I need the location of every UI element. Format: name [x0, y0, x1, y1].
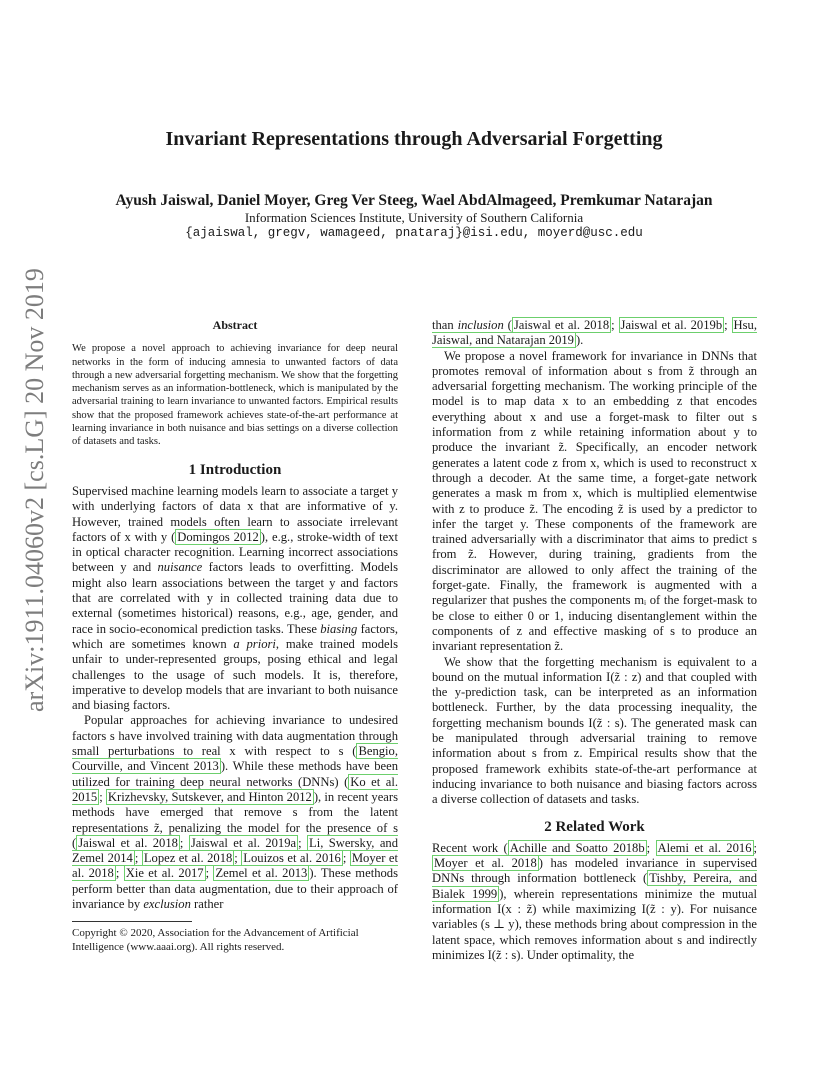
citation-link[interactable]: Krizhevsky, Sutskever, and Hinton 2012 [107, 789, 312, 804]
intro-paragraph-4: We show that the forgetting mechanism is equivalent to a bound on the mutual information I(z̃ : z) and that coupled with the y-prediction task, can be interpreted as an information bottleneck. Further, by the data processing inequality, the forgetting mechanism bounds I(z̃ : s). The generated mask can be manipulated through adversarial training to remove information about s from z. Empirical results show that the proposed framework exhibits state-of-the-art performance at inducing invariance to both nuisance and biasing factors across a diverse collection of datasets and tasks. [432, 654, 757, 807]
right-column [432, 318, 757, 963]
citation-link[interactable]: Jaiswal et al. 2018 [513, 318, 610, 332]
arxiv-identifier: arXiv:1911.04060v2 [cs.LG] 20 Nov 2019 [20, 268, 49, 712]
citation-link[interactable]: Jaiswal et al. 2018 [78, 835, 178, 850]
citation-link[interactable]: Lopez et al. 2018 [143, 851, 233, 866]
abstract-heading: Abstract [212, 318, 258, 332]
citation-link[interactable]: Louizos et al. 2016 [243, 851, 341, 866]
citation-link[interactable]: Xie et al. 2017 [125, 866, 204, 881]
citation-link[interactable]: Moyer et al. 2018 [434, 856, 537, 871]
intro-paragraph-2: Popular approaches for achieving invariance to undesired factors s have involved training with data augmentation through small perturbations to real x with respect to s ( Bengio, Courville, and Vincent 2013 ). While these methods have been utilized for training deep neural networks (DNNs) ( Ko et al. 2015 ; Krizhevsky, Sutskever, and Hinton 2012 ), in recent years methods have emerged that remove s from the latent representations z̃, penalizing the model for the presence of s ( Jaiswal et al. 2018 ; Jaiswal et al. 2019a ; Li, Swersky, and Zemel 2014 ; Lopez et al. 2018 ; Louizos et al. 2016 ; Moyer et al. 2018 ; Xie et al. 2017 ; Zemel et al. 2013 ). These methods perform better than data augmentation, due to their approach of invariance by exclusion rather [72, 713, 398, 911]
citation-link[interactable]: Tishby, Pereira, and Bialek 1999 [432, 871, 757, 901]
citation-link[interactable]: Li, Swersky, and Zemel 2014 [72, 835, 398, 866]
paper-authors: Ayush Jaiswal, Daniel Moyer, Greg Ver Steeg, Wael AbdAlmageed, Premkumar Natarajan [115, 192, 713, 209]
citation-link[interactable]: Moyer et al. 2018 [72, 851, 398, 881]
citation-link[interactable]: Alemi et al. 2016 [657, 840, 752, 855]
introduction-heading: 1 Introduction [188, 461, 282, 478]
citation-link[interactable]: Ko et al. 2015 [72, 774, 398, 804]
intro-paragraph-3: We propose a novel framework for invariance in DNNs that promotes removal of information about s from z̃ through an adversarial forgetting mechanism. The working principle of the model is to map data x to an embedding z that encodes everything about x and use a forget-mask to filter out s information from z while retaining information about y to produce the invariant z̃. Specifically, an encoder network generates a latent code z from x, which is used to reconstruct x through a decoder. At the same time, a forget-gate network generates a mask m from x, which is multiplied elementwise with z to produce z̃. The encoding z̃ is used by a predictor to infer the target y. These components of the framework are trained adversarially with a discriminator that aims to predict s from z̃. However, during training, gradients from the discriminator are allowed to only affect the training of the forget-gate. Finally, the framework is augmented with a regularizer that pushes the components mᵢ of the forget-mask to be close to either 0 or 1, inducing disentanglement within the components of z and effective masking of s to produce an invariant representation z̃. [432, 348, 757, 654]
footnote-divider [72, 921, 192, 922]
arxiv-sidebar [20, 268, 50, 712]
citation-link[interactable]: Jaiswal et al. 2019a [190, 835, 297, 850]
citation-link[interactable]: Bengio, Courville, and Vincent 2013 [72, 744, 398, 774]
related-work-heading: 2 Related Work [544, 818, 645, 835]
abstract-text: We propose a novel approach to achieving invariance for deep neural networks in the form of inducing amnesia to unwanted factors of data through a new adversarial forgetting mechanism. We show that the forgetting mechanism serves as an information-bottleneck, which is manipulated by the adversarial training to learn invariance to unwanted factors. Empirical results show that the proposed framework achieves state-of-the-art performance at learning invariance in both nuisance and bias settings on a diverse collection of datasets and tasks. [72, 343, 398, 448]
author-affiliation: Information Sciences Institute, University of Southern California [244, 210, 584, 225]
intro-continuation: than inclusion ( Jaiswal et al. 2018 ; Jaiswal et al. 2019b ; Hsu, Jaiswal, and Natarajan 2019 ). [432, 318, 757, 348]
copyright-footnote: Copyright © 2020, Association for the Advancement of Artificial Intelligence (www.aaai.org). All rights reserved. [72, 927, 359, 953]
citation-link[interactable]: Achille and Soatto 2018b [509, 840, 645, 855]
related-work-paragraph-1: Recent work ( Achille and Soatto 2018b ; Alemi et al. 2016 ; Moyer et al. 2018 ) has modeled invariance in supervised DNNs through information bottleneck ( Tishby, Pereira, and Bialek 1999 ), wherein representations minimize the mutual information I(x : z̃) while maximizing I(z̃ : y). For nuisance variables (s ⊥ y), these methods bring about compression in the latent space, which removes information about s and indirectly minimizes I(z̃ : s). Under optimality, the [432, 840, 757, 962]
citation-link[interactable]: Hsu, Jaiswal, and Natarajan 2019 [432, 318, 757, 348]
citation-link[interactable]: Domingos 2012 [177, 529, 259, 544]
author-emails: {ajaiswal, gregv, wamageed, pnataraj}@isi.edu, moyerd@usc.edu [185, 226, 643, 240]
left-column [72, 318, 398, 912]
intro-paragraph-1: Supervised machine learning models learn to associate a target y with underlying factors of data x that are informative of y. However, trained models often learn to associate irrelevant factors of x with y ( Domingos 2012 ), e.g., stroke-width of text in optical character recognition. Learning incorrect associations between y and nuisance factors leads to overfitting. Models might also learn associations between the target y and factors that are correlated with y in collected training data due to external (sometimes historical) reasons, e.g., age, gender, and race in socio-economical prediction tasks. These biasing factors, which are sometimes known a priori, make trained models unfair to under-represented groups, posing ethical and legal challenges to the usage of such models. It is, therefore, imperative to develop models that are invariant to both nuisance and biasing factors. [72, 483, 398, 713]
citation-link[interactable]: Zemel et al. 2013 [215, 866, 308, 881]
paper-title: Invariant Representations through Adversarial Forgetting [165, 128, 663, 150]
citation-link[interactable]: Jaiswal et al. 2019b [620, 318, 723, 332]
